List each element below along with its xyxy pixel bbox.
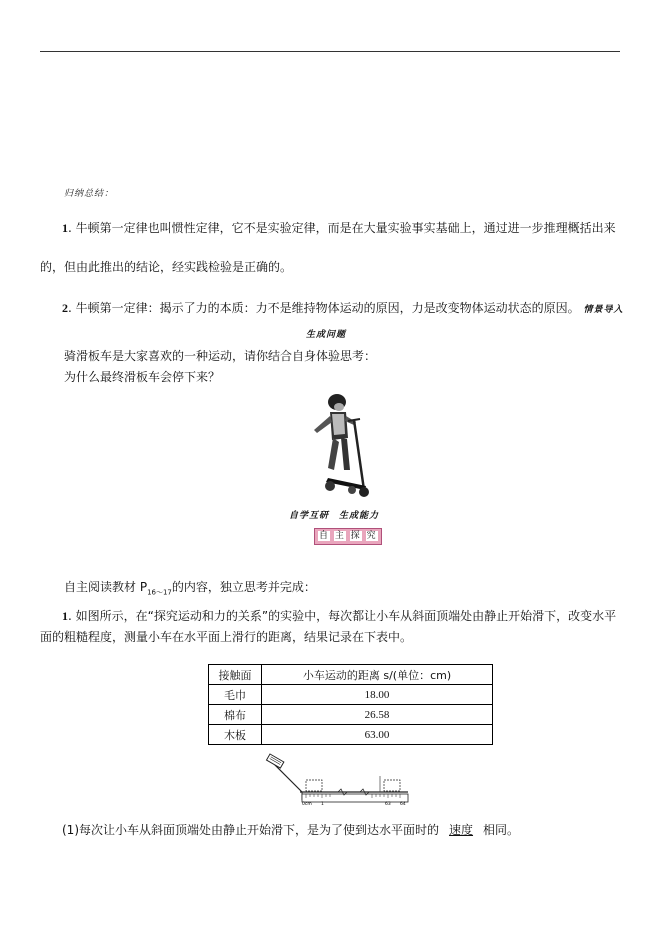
intro-line-2: 为什么最终滑板车会停下来？ [64,370,221,384]
self-study-badge [314,528,382,545]
question-1 [62,607,616,624]
badge-char-4: 究 [366,531,377,541]
ruler-label-64: 64 [400,802,406,806]
p1-line1: . 牛顿第一定律也叫惯性定律，它不是实验定律，而是在大量实验事实基础上，通过进一步推理概括出来 [68,221,616,235]
cell-surface: 毛巾 [209,685,262,705]
sub-question-1 [62,821,519,838]
cell-surface: 木板 [209,725,262,745]
badge-char-1: 自 [319,531,330,541]
table-header-row [209,665,493,685]
caption: 自学互研 生成能力 [289,511,380,521]
summary-paragraph-1-line2: 的，但由此推出的结论，经实践检验是正确的。 [40,260,293,274]
scene-intro-tag: 情景导入 [583,305,624,315]
reading-suffix: 的内容，独立思考并完成： [171,580,316,594]
cell-distance: 18.00 [262,685,493,705]
p2-text: . 牛顿第一定律：揭示了力的本质：力不是维持物体运动的原因，力是改变物体运动状态的原因。 [68,301,580,315]
badge-char-3: 探 [350,531,361,541]
q1-line2: 面的粗糙程度，测量小车在水平面上滑行的距离，结果记录在下表中。 [40,630,413,644]
ruler-label-0: 0cm [302,802,312,806]
ruler-label-1: 1 [321,802,324,806]
summary-paragraph-2 [62,299,623,316]
p1-number: 1 [62,221,68,235]
intro-line-1: 骑滑板车是大家喜欢的一种运动，请你结合自身体验思考： [64,349,377,363]
table-row [209,725,493,745]
distance-table [208,664,493,745]
p2-number: 2 [62,301,68,315]
sub1-suffix: 相同。 [483,823,520,837]
header-rule [40,51,620,52]
table-row [209,705,493,725]
scooter-rider-image [308,390,378,500]
cell-distance: 63.00 [262,725,493,745]
q1-line1: . 如图所示，在“探究运动和力的关系”的实验中，每次都让小车从斜面顶端处由静止开始滑下，改变水平 [68,609,617,623]
incline-experiment-figure [262,752,412,806]
summary-heading: 归纳总结： [64,189,115,199]
header-distance: 小车运动的距离 s/(单位：cm) [262,665,493,685]
section-title: 生成问题 [306,330,347,340]
q1-number: 1 [62,609,68,623]
header-surface: 接触面 [209,665,262,685]
reading-prefix: 自主阅读教材 P [64,580,148,594]
badge-char-2: 主 [334,531,345,541]
reading-pages: 16～17 [147,588,172,597]
sub1-answer: 速度 [449,823,474,837]
cell-distance: 26.58 [262,705,493,725]
summary-paragraph-1 [62,219,616,236]
ruler-label-63: 63 [385,802,391,806]
reading-instruction [64,578,316,597]
cell-surface: 棉布 [209,705,262,725]
sub1-prefix: (1)每次让小车从斜面顶端处由静止开始滑下，是为了使到达水平面时的 [62,823,440,837]
table-row [209,685,493,705]
